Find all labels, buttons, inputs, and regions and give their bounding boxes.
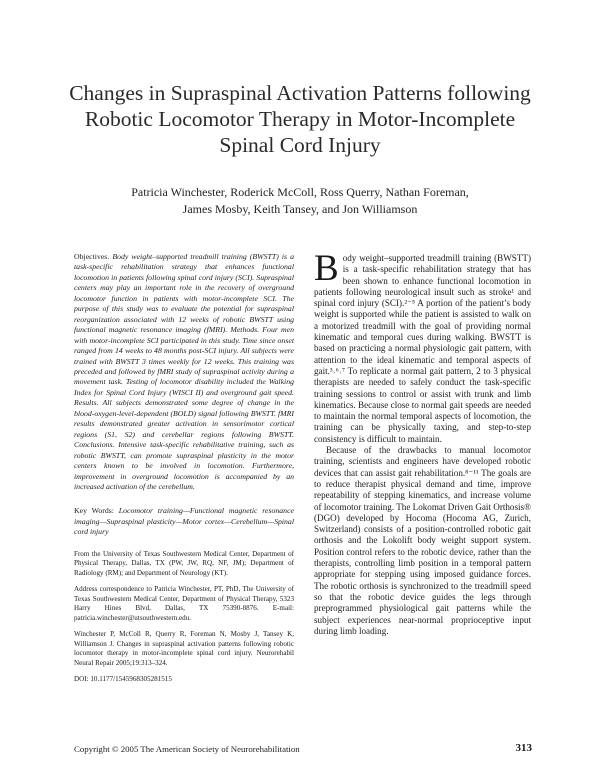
left-column: [74, 252, 294, 685]
body-paragraph-2: Because of the drawbacks to manual locomotor training, scientists and engineers have developed robotic devices that can assist gait rehabilitation.⁸⁻¹¹ The goals are to reduce therapist physical demand and time, improve repeatability of stepping kinematics, and increase volume of locomotor training. The Lokomat Driven Gait Orthosis® (DGO) developed by Hocoma (Hocoma AG, Zurich, Switzerland) consists of a position-controlled robotic gait orthosis and the Lokolift body weight support system. Position control refers to the robotic device, rather than the therapists, controlling limb position in a temporal pattern appropriate for stepping using imposed guidance forces. The robotic orthosis is synchronized to the treadmill speed so that the robotic device guides the legs through preprogrammed physiological gait patterns while the subject experiences near-normal proprioceptive input during limb loading.: [314, 445, 531, 636]
front-matter-notes: [74, 550, 294, 685]
keywords-lead: Key Words:: [74, 506, 114, 516]
body-column: [314, 248, 531, 637]
citation: Winchester P, McColl R, Querry R, Foreman N, Mosby J, Tansey K, Williamson J. Changes in supraspinal activation patterns following robotic locomotor therapy in motor-incomplete spinal cord injury. Neurorehabil Neural Repair 2005;19:313–324.: [74, 630, 294, 667]
article-title: Changes in Supraspinal Activation Patterns following Robotic Locomotor Therapy in Motor-Incomplete Spinal Cord Injury: [69, 81, 531, 157]
body-paragraph-1-text: ody weight–supported treadmill training (BWSTT) is a task-specific rehabilitation strategy that has been shown to enhance functional locomotion in patients following neurological insult such as stroke¹ and spinal cord injury (SCI).²⁻⁵ A portion of the patient’s body weight is supported while the patient is assisted to walk on a motorized treadmill with the goal of providing normal kinematic and temporal cues during walking. BWSTT is based on practicing a normal physiologic gait pattern, with attention to the ideal kinematic and temporal aspects of gait.³˒⁶˒⁷ To replicate a normal gait pattern, 2 to 3 physical therapists are needed to safely conduct the task-specific training sessions to control or assist with trunk and limb kinematics. Because close to normal gait speeds are needed to maintain the normal temporal aspects of locomotion, the training can be physically taxing, and step-to-step consistency is difficult to maintain.: [314, 253, 531, 444]
authors-line-2: James Mosby, Keith Tansey, and Jon Williamson: [182, 202, 418, 216]
drop-cap: B: [314, 248, 339, 289]
author-list: [70, 184, 530, 218]
page-number: 313: [515, 742, 532, 754]
authors-line-1: Patricia Winchester, Roderick McColl, Ross Querry, Nathan Foreman,: [131, 185, 469, 199]
abstract: [74, 252, 294, 492]
correspondence: Address correspondence to Patricia Winchester, PT, PhD, The University of Texas Southwestern Medical Center, Department of Physical Therapy, 5323 Harry Hines Blvd, Dallas, TX 75390-8876. E-mail: patricia.winchester@utsouthwestern.edu.: [74, 585, 294, 622]
abstract-lead: Objectives.: [74, 252, 110, 261]
keywords-text: Locomotor training—Functional magnetic resonance imaging—Supraspinal plasticity—Motor cortex—Cerebellum—Spinal cord injury: [74, 506, 294, 537]
doi: DOI: 10.1177/1545968305281515: [74, 675, 172, 684]
body-paragraph-1: [314, 248, 531, 445]
copyright-footer: Copyright © 2005 The American Society of Neurorehabilitation: [74, 744, 300, 754]
abstract-text: Body weight–supported treadmill training (BWSTT) is a task-specific rehabilitation strategy that enhances functional locomotion in patients following spinal cord injury (SCI). Supraspinal centers may play an important role in the recovery of overground locomotor function in patients with motor-incomplete SCI. The purpose of this study was to evaluate the potential for supraspinal reorganization associated with 12 weeks of robotic BWSTT using functional magnetic resonance imaging (fMRI). Methods. Four men with motor-incomplete SCI participated in this study. Time since onset ranged from 14 weeks to 48 months post-SCI injury. All subjects were trained with BWSTT 3 times weekly for 12 weeks. This training was preceded and followed by fMRI study of supraspinal activity during a movement task. Testing of locomotor disability included the Walking Index for Spinal Cord Injury (WISCI II) and overground gait speed. Results. All subjects demonstrated some degree of change in the blood-oxygen-level-dependent (BOLD) signal following BWSTT. fMRI results demonstrated greater activation in sensorimotor cortical regions (S1, S2) and cerebellar regions following BWSTT. Conclusions. Intensive task-specific rehabilitative training, such as robotic BWSTT, can promote supraspinal plasticity in the motor centers known to be involved in locomotion. Furthermore, improvement in overground locomotion is accompanied by an increased activation of the cerebellum.: [74, 252, 295, 491]
affiliation: From the University of Texas Southwestern Medical Center, Department of Physical Therapy, Dallas, TX (PW, JW, RQ, NF, JM); Department of Radiology (RM); and Department of Neurology (KT).: [74, 549, 294, 577]
keywords: [74, 506, 294, 537]
